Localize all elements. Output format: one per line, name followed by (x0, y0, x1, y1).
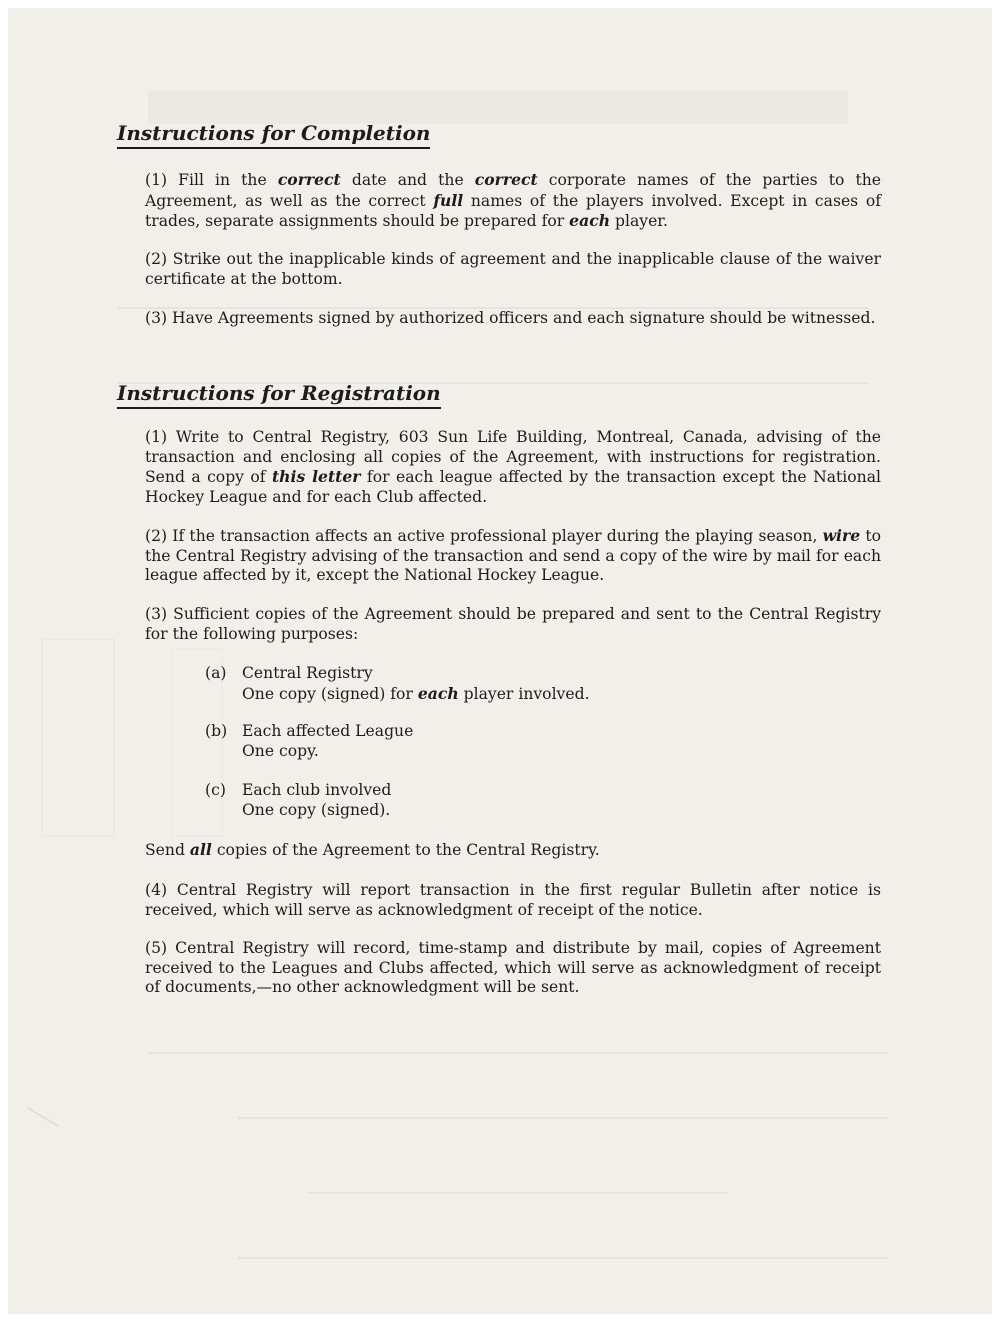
purpose-a (205, 664, 705, 704)
completion-item-2: (2) Strike out the inapplicable kinds of agreement and the inapplicable clause of the waiver certificate at the bottom. (145, 250, 881, 288)
completion-heading: Instructions for Completion (117, 121, 430, 149)
completion-item-3: (3) Have Agreements signed by authorized officers and each signature should be witnessed. (145, 309, 876, 327)
purpose-a-line2: One copy (signed) for each player involved. (242, 683, 590, 703)
registration-heading: Instructions for Registration (117, 381, 441, 409)
registration-item-3: (3) Sufficient copies of the Agreement should be prepared and sent to the Central Registry for the following purposes: (145, 605, 881, 643)
purpose-b-line1: Each affected League (242, 722, 414, 740)
purpose-a-line1: Central Registry (242, 664, 373, 682)
purpose-c-label: (c) (205, 781, 226, 799)
completion-item-1: (1) Fill in the correct date and the correct corporate names of the parties to the Agreement, as well as the correct full names of the players involved. Except in cases of trades, separate assignments should be prepared for each player. (145, 170, 882, 230)
purpose-b-label: (b) (205, 722, 228, 740)
purpose-c-line1: Each club involved (242, 781, 392, 799)
instructions-content (8, 8, 992, 1314)
purpose-b (205, 722, 705, 762)
document-page (8, 8, 992, 1314)
purpose-a-label: (a) (205, 664, 227, 682)
send-all-copies-note: Send all copies of the Agreement to the Central Registry. (145, 840, 600, 859)
purpose-b-line2: One copy. (242, 741, 319, 760)
purpose-c-line2: One copy (signed). (242, 800, 391, 819)
registration-item-4: (4) Central Registry will report transaction in the first regular Bulletin after notice is received, which will serve as acknowledgment of receipt of the notice. (145, 881, 881, 919)
registration-item-1: (1) Write to Central Registry, 603 Sun Life Building, Montreal, Canada, advising of the transaction and enclosing all copies of the Agreement, with instructions for registration. Send a copy of this letter for each league affected by the transaction except the National Hockey League and for each Club affected. (145, 428, 881, 506)
purpose-c (205, 781, 705, 821)
registration-item-2: (2) If the transaction affects an active professional player during the playing season, wire to the Central Registry advising of the transaction and send a copy of the wire by mail for each league affected by it, except the National Hockey League. (145, 526, 881, 584)
registration-item-5: (5) Central Registry will record, time-stamp and distribute by mail, copies of Agreement received to the Leagues and Clubs affected, which will serve as acknowledgment of receipt of documents,—no other acknowledgment will be sent. (145, 939, 881, 996)
